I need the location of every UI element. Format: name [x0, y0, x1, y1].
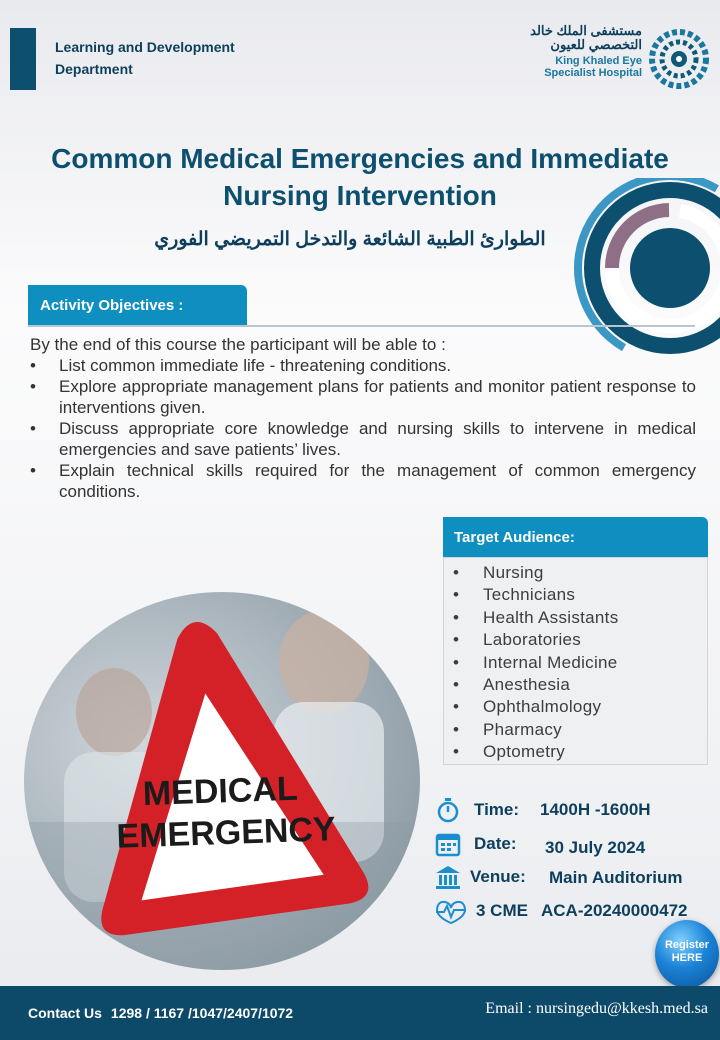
contact-label: Contact Us: [28, 1005, 102, 1021]
venue-label: Venue:: [470, 867, 526, 886]
logo-arabic-line-1: مستشفى الملك خالد: [530, 23, 642, 38]
time-label: Time:: [474, 800, 520, 819]
audience-item: • Nursing: [444, 562, 707, 584]
objectives-divider: [28, 325, 695, 327]
time-row: [430, 795, 720, 825]
hospital-logo-text: [530, 24, 642, 79]
sign-text-line-1: MEDICAL: [142, 769, 299, 814]
register-label-line-2: HERE: [671, 952, 703, 964]
audience-item: • Optometry: [444, 741, 707, 763]
department-name: [55, 36, 235, 80]
objective-item: • Discuss appropriate core knowledge and nursing skills to intervene in medical emergencies and save patients’ lives.: [30, 418, 696, 460]
register-label-line-1: Register: [664, 939, 710, 951]
audience-item: • Anesthesia: [444, 674, 707, 696]
date-value: 30 July 2024: [545, 838, 646, 857]
medical-emergency-sign-graphic: [24, 592, 420, 970]
calendar-icon: [434, 831, 462, 857]
heartbeat-icon: [434, 898, 468, 924]
date-row: [430, 829, 720, 859]
time-value: 1400H -1600H: [540, 800, 651, 819]
venue-row: [430, 862, 720, 892]
department-accent-bar: [10, 28, 36, 90]
objectives-heading: Activity Objectives :: [40, 297, 184, 314]
register-here-button[interactable]: [655, 920, 719, 988]
logo-english-line-2: Specialist Hospital: [544, 67, 642, 79]
audience-item: • Ophthalmology: [444, 696, 707, 718]
cme-label: 3 CME: [476, 901, 528, 920]
objectives-section: [30, 334, 696, 502]
logo-arabic-line-2: التخصصي للعيون: [550, 37, 642, 52]
objectives-intro: By the end of this course the participant will be able to :: [30, 335, 446, 354]
venue-value: Main Auditorium: [549, 868, 683, 887]
contact-numbers: 1298 / 1167 /1047/2407/1072: [110, 1005, 294, 1021]
sign-text-line-2: EMERGENCY: [115, 810, 337, 856]
logo-english-line-1: King Khaled Eye: [555, 55, 642, 67]
department-line-1: Learning and Development: [55, 39, 235, 55]
objectives-heading-tab: [28, 285, 247, 325]
audience-item: • Laboratories: [444, 629, 707, 651]
medical-emergency-photo: [24, 592, 420, 970]
course-title-arabic: الطوارئ الطبية الشائعة والتدخل التمريضي الفوري: [154, 229, 546, 250]
objective-item: • Explain technical skills required for the management of common emergency conditions.: [30, 460, 696, 502]
department-line-2: Department: [55, 61, 133, 77]
audience-list-box: [443, 557, 708, 765]
course-title-line-2: Nursing Intervention: [223, 180, 497, 211]
cme-value: ACA-20240000472: [541, 901, 688, 920]
audience-heading: Target Audience:: [454, 529, 575, 546]
audience-item: • Internal Medicine: [444, 652, 707, 674]
date-label: Date:: [474, 834, 517, 853]
hospital-logo-icon: [648, 28, 710, 90]
email-link[interactable]: Email : nursingedu@kkesh.med.sa: [485, 1000, 708, 1017]
objective-item: • Explore appropriate management plans for patients and monitor patient response to interventions given.: [30, 376, 696, 418]
stopwatch-icon: [434, 797, 462, 823]
audience-item: • Technicians: [444, 584, 707, 606]
audience-item: • Health Assistants: [444, 607, 707, 629]
course-title-line-1: Common Medical Emergencies and Immediate: [51, 143, 669, 174]
audience-list: [444, 558, 707, 764]
contact-info: [28, 1005, 293, 1021]
footer-bar: [0, 986, 720, 1040]
objectives-list: [30, 355, 696, 502]
building-icon: [434, 864, 462, 890]
audience-heading-tab: [443, 517, 708, 557]
audience-item: • Pharmacy: [444, 719, 707, 741]
objective-item: • List common immediate life - threatening conditions.: [30, 355, 696, 376]
